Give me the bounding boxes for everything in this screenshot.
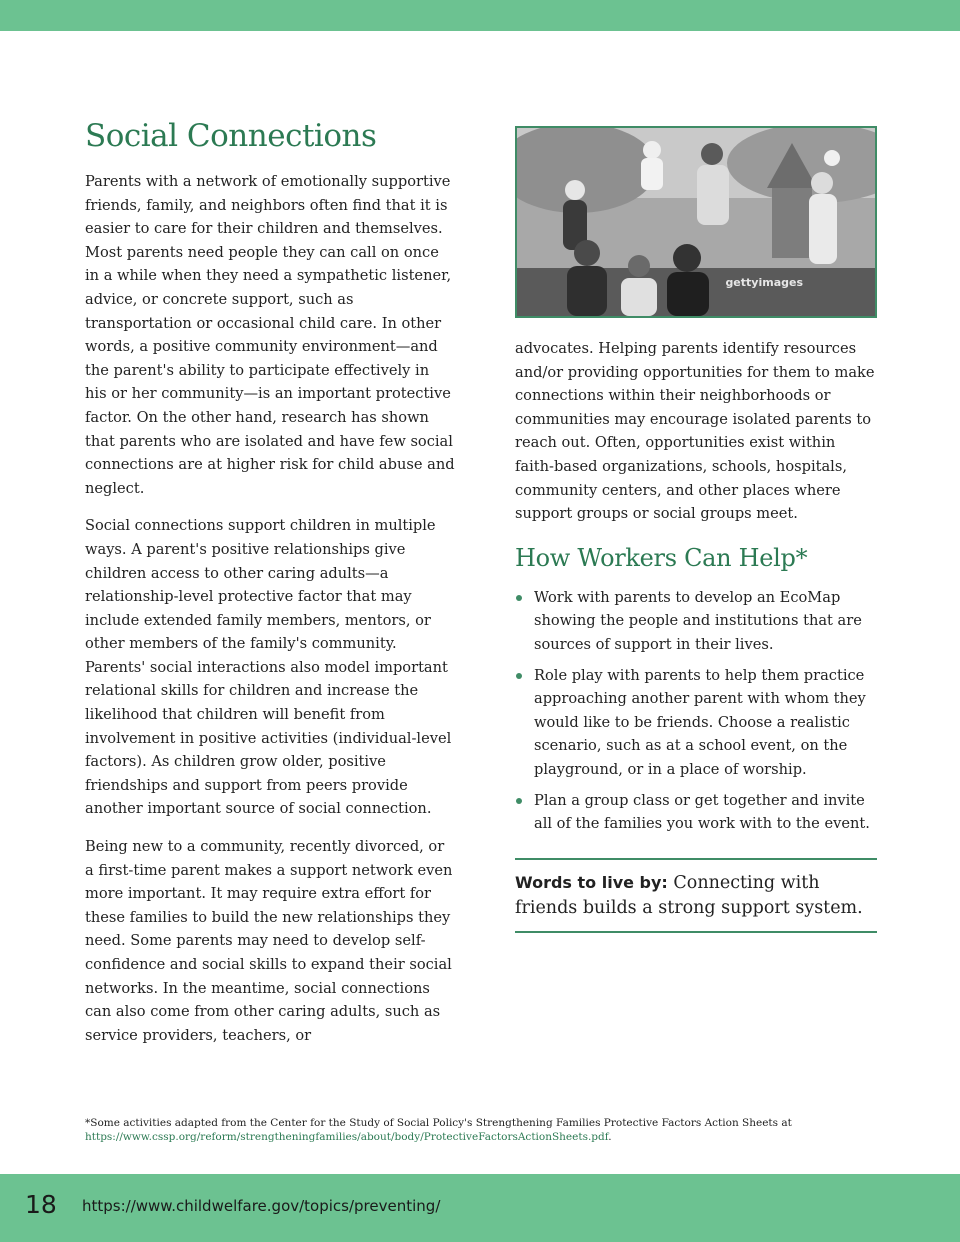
tips-list	[515, 586, 877, 836]
body-paragraph-2: Social connections support children in multiple ways. A parent's positive relationships give children access to other caring adults—a relationship-level protective factor that may include extended family members, mentors, or other members of the family's community. Parents' social interactions also model important relational skills for children and increase the likelihood that children will benefit from involvement in positive activities (individual-level factors). As children grow older, positive friendships and support from peers provide another important source of social connection.	[85, 517, 452, 818]
bullet-icon	[516, 595, 522, 601]
right-column	[515, 126, 877, 933]
photo-illustration	[517, 128, 875, 316]
family-playground-photo	[515, 126, 877, 318]
section-title-how-workers-can-help: How Workers Can Help*	[515, 543, 808, 572]
footnote-text: *Some activities adapted from the Center for the Study of Social Policy's Strengthening Families Protective Factors Action Sheets at	[85, 1117, 792, 1129]
body-paragraph-continued: advocates. Helping parents identify resources and/or providing opportunities for them to make connections within their neighborhoods or communities may encourage isolated parents to reach out. Often, opportunities exist within faith-based organizations, schools, hospitals, community centers, and other places where support groups or social groups meet.	[515, 340, 875, 523]
bullet-icon	[516, 673, 522, 679]
footnote-end: .	[608, 1131, 612, 1143]
section-title-social-connections: Social Connections	[85, 118, 377, 154]
list-item	[515, 586, 877, 657]
callout-text: Connecting with friends builds a strong support system.	[515, 872, 863, 918]
top-color-band	[0, 0, 960, 31]
footer-url-link[interactable]: https://www.childwelfare.gov/topics/preventing/	[82, 1197, 441, 1215]
body-paragraph-3: Being new to a community, recently divorced, or a first-time parent makes a support network even more important. It may require extra effort for these families to build the new relationships they need. Some parents may need to develop self-confidence and social skills to expand their social networks. In the meantime, social connections can also come from other caring adults, such as service providers, teachers, or	[85, 838, 453, 1044]
footnote	[85, 1116, 885, 1144]
page-number: 18	[25, 1190, 57, 1219]
tip-text: Work with parents to develop an EcoMap showing the people and institutions that are sources of support in their lives.	[534, 588, 862, 653]
left-column	[85, 118, 455, 1061]
list-item	[515, 789, 877, 836]
words-to-live-by-callout	[515, 858, 877, 933]
bullet-icon	[516, 798, 522, 804]
body-paragraph-1: Parents with a network of emotionally supportive friends, family, and neighbors often find that it is easier to care for their children and themselves. Most parents need people they can call on once in a while when they need a sympathetic listener, advice, or concrete support, such as transportation or occasional child care. In other words, a positive community environment—and the parent's ability to participate effectively in his or her community—is an important protective factor. On the other hand, research has shown that parents who are isolated and have few social connections are at higher risk for child abuse and neglect.	[85, 173, 455, 497]
list-item	[515, 664, 877, 782]
callout-lead: Words to live by:	[515, 872, 668, 892]
photo-watermark: gettyimages	[725, 276, 803, 289]
tip-text: Role play with parents to help them practice approaching another parent with whom they would like to be friends. Choose a realistic scenario, such as at a school event, on the playground, or in a place of worship.	[534, 666, 866, 778]
tip-text: Plan a group class or get together and invite all of the families you work with to the event.	[534, 791, 870, 833]
footnote-link[interactable]: https://www.cssp.org/reform/strengtheningfamilies/about/body/ProtectiveFactorsActionSheets.pdf	[85, 1131, 609, 1143]
